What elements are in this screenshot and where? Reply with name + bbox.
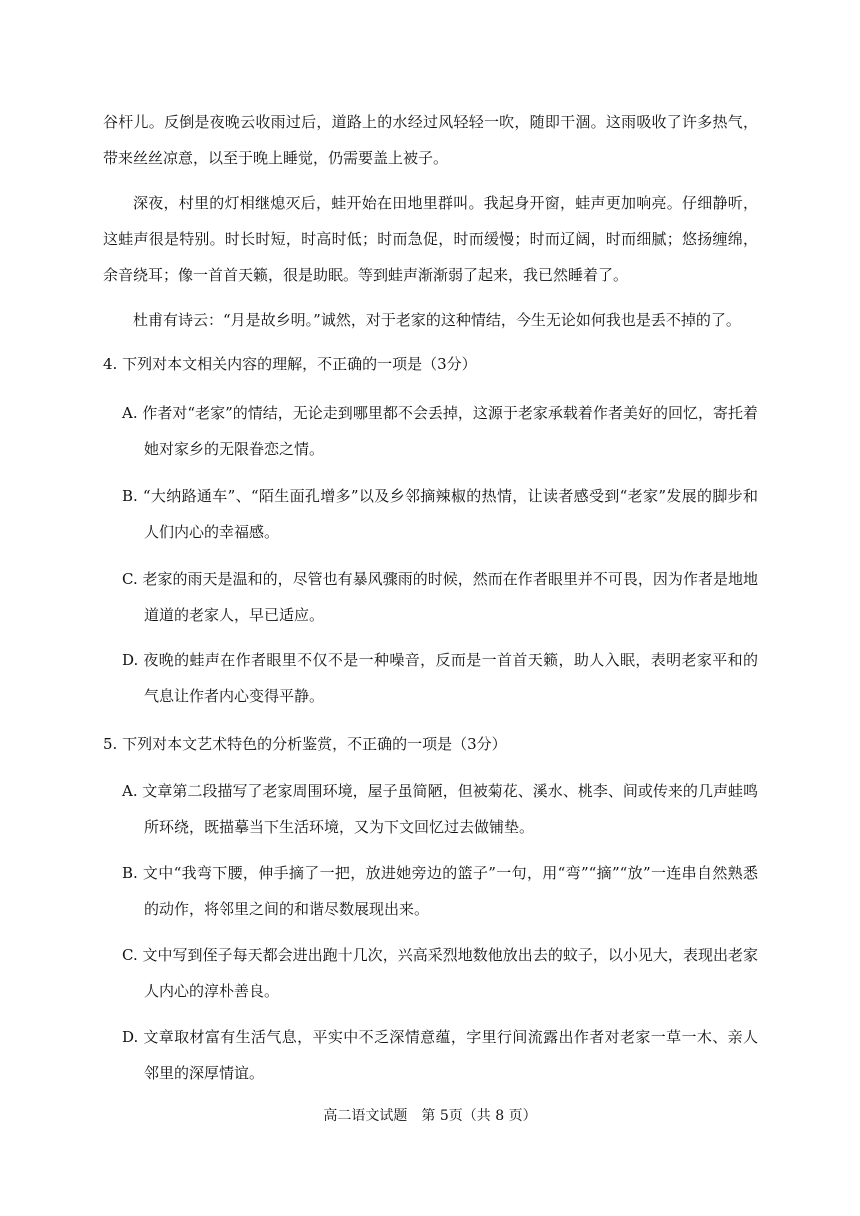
question-5-option-b: B. 文中“我弯下腰，伸手摘了一把，放进她旁边的篮子”一句，用“弯”“摘”“放”一连串自然熟悉的动作，将邻里之间的和谐尽数展现出来。 [122,864,758,918]
page-footer: 高二语文试题 第 5页（共 8 页） [323,1108,537,1124]
passage-paragraph-1: 谷杆儿。反倒是夜晚云收雨过后，道路上的水经过风轻轻一吹，随即干涸。这雨吸收了许多热气，带来丝丝凉意，以至于晚上睡觉，仍需要盖上被子。 [103,113,758,167]
question-4-option-a: A. 作者对“老家”的情结，无论走到哪里都不会丢掉，这源于老家承载着作者美好的回忆，寄托着她对家乡的无限眷恋之情。 [122,404,758,458]
question-4-option-d: D. 夜晚的蛙声在作者眼里不仅不是一种噪音，反而是一首首天籁，助人入眠，表明老家平和的气息让作者内心变得平静。 [122,651,758,705]
question-4-stem: 4. 下列对本文相关内容的理解，不正确的一项是（3分） [103,355,477,373]
passage-paragraph-2: 深夜，村里的灯相继熄灭后，蛙开始在田地里群叫。我起身开窗，蛙声更加响亮。仔细静听，这蛙声很是特别。时长时短，时高时低；时而急促，时而缓慢；时而辽阔，时而细腻；悠扬缠绵，余音绕耳；像一首首天籁，很是助眠。等到蛙声渐渐弱了起来，我已然睡着了。 [103,194,758,284]
question-5-option-a: A. 文章第二段描写了老家周围环境，屋子虽简陋，但被菊花、溪水、桃李、间或传来的几声蛙鸣所环绕，既描摹当下生活环境，又为下文回忆过去做铺垫。 [122,782,758,836]
question-4-option-c: C. 老家的雨天是温和的，尽管也有暴风骤雨的时候，然而在作者眼里并不可畏，因为作者是地地道道的老家人，早已适应。 [122,570,758,624]
passage-paragraph-3: 杜甫有诗云：“月是故乡明。”诚然，对于老家的这种情结，今生无论如何我也是丢不掉的了。 [133,311,741,329]
question-5-option-c: C. 文中写到侄子每天都会进出跑十几次，兴高采烈地数他放出去的蚊子，以小见大，表现出老家人内心的淳朴善良。 [122,946,758,1000]
question-4-option-b: B. “大纳路通车”、“陌生面孔增多”以及乡邻摘辣椒的热情，让读者感受到“老家”发展的脚步和人们内心的幸福感。 [122,487,758,541]
question-5-stem: 5. 下列对本文艺术特色的分析鉴赏，不正确的一项是（3分） [103,735,507,753]
question-5-option-d: D. 文章取材富有生活气息，平实中不乏深情意蕴，字里行间流露出作者对老家一草一木、亲人邻里的深厚情谊。 [122,1028,758,1082]
